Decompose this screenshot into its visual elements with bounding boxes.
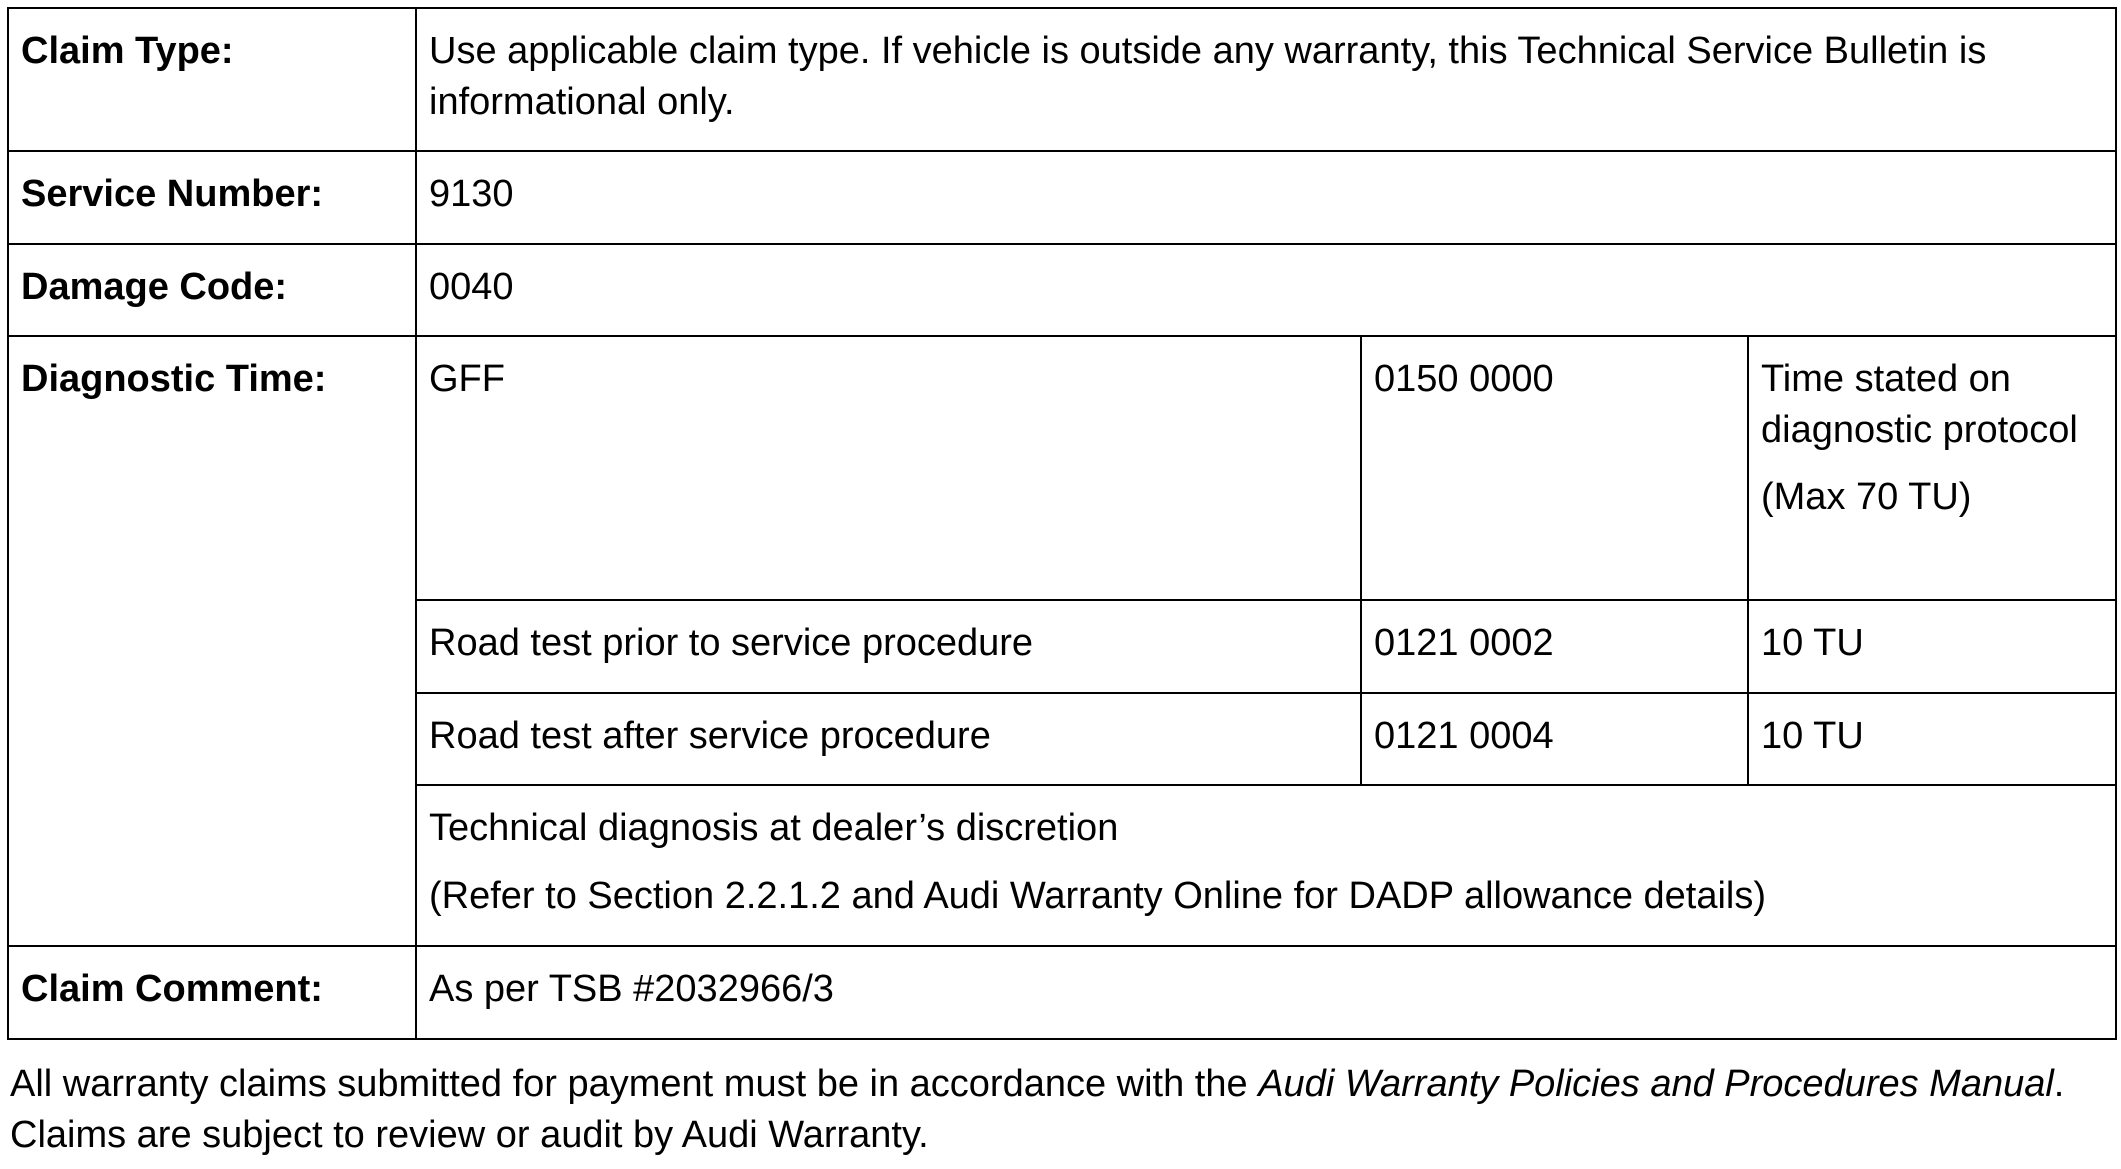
diagnostic-time-max-note: (Max 70 TU) bbox=[1761, 476, 1972, 518]
diagnostic-time-cell bbox=[1748, 336, 2116, 600]
claim-type-label: Claim Type: bbox=[8, 8, 416, 151]
claim-type-row bbox=[8, 8, 2116, 151]
diagnostic-description: GFF bbox=[416, 336, 1361, 600]
service-number-label: Service Number: bbox=[8, 151, 416, 244]
diagnostic-labor-code: 0150 0000 bbox=[1361, 336, 1748, 600]
damage-code-label: Damage Code: bbox=[8, 244, 416, 336]
footer-text-after: . Claims are subject to review or audit by Audi Warranty. bbox=[10, 1063, 2065, 1156]
damage-code-row bbox=[8, 244, 2116, 336]
road-test-prior-time: 10 TU bbox=[1748, 600, 2116, 693]
road-test-after-code: 0121 0004 bbox=[1361, 693, 1748, 785]
road-test-prior-description: Road test prior to service procedure bbox=[416, 600, 1361, 693]
service-number-value: 9130 bbox=[416, 151, 2116, 244]
dealer-discretion-text: Technical diagnosis at dealer’s discretion bbox=[429, 807, 1119, 849]
damage-code-value: 0040 bbox=[416, 244, 2116, 336]
warranty-manual-title: Audi Warranty Policies and Procedures Manual bbox=[1258, 1063, 2054, 1105]
diagnostic-time-text: Time stated on diagnostic protocol bbox=[1761, 358, 2078, 451]
road-test-after-description: Road test after service procedure bbox=[416, 693, 1361, 785]
diagnostic-row-gff bbox=[8, 336, 2116, 600]
diagnostic-time-label: Diagnostic Time: bbox=[8, 336, 416, 946]
service-number-row bbox=[8, 151, 2116, 244]
claim-comment-label: Claim Comment: bbox=[8, 946, 416, 1039]
warranty-claim-table bbox=[7, 7, 2117, 1040]
claim-comment-row bbox=[8, 946, 2116, 1039]
warranty-footer-note bbox=[10, 1059, 2110, 1161]
road-test-after-time: 10 TU bbox=[1748, 693, 2116, 785]
road-test-prior-code: 0121 0002 bbox=[1361, 600, 1748, 693]
dadp-reference-text: (Refer to Section 2.2.1.2 and Audi Warranty Online for DADP allowance details) bbox=[429, 875, 1767, 917]
footer-text-before: All warranty claims submitted for payment must be in accordance with the bbox=[10, 1063, 1259, 1105]
claim-comment-value: As per TSB #2032966/3 bbox=[416, 946, 2116, 1039]
dealer-discretion-cell bbox=[416, 785, 2116, 946]
claim-type-value: Use applicable claim type. If vehicle is outside any warranty, this Technical Service Bulletin is informational only. bbox=[416, 8, 2116, 151]
